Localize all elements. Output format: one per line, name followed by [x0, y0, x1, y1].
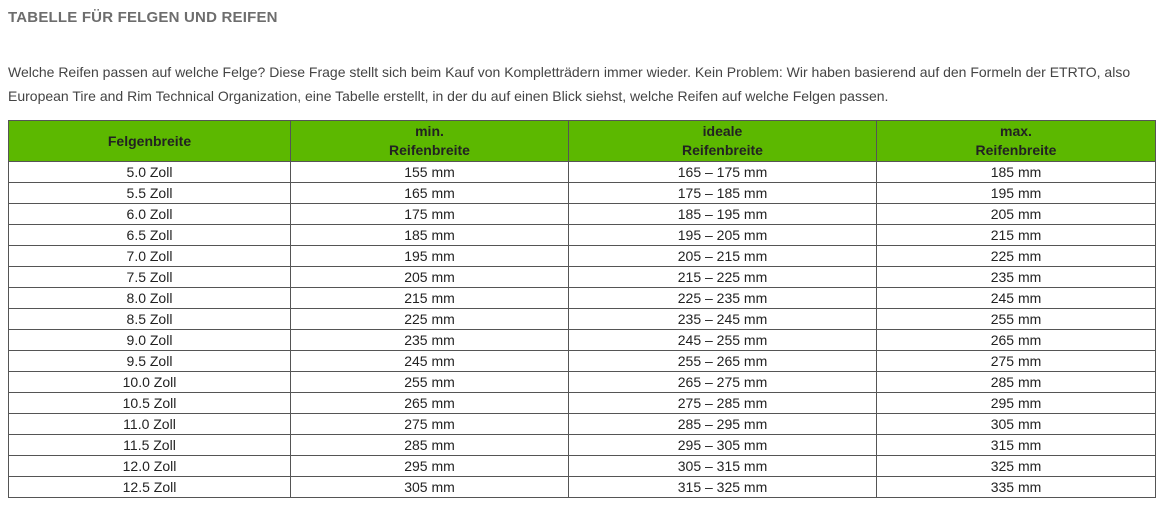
cell-ideal-tire-width: 255 – 265 mm [569, 351, 877, 372]
cell-rim-width: 12.5 Zoll [9, 477, 291, 498]
cell-rim-width: 6.5 Zoll [9, 225, 291, 246]
cell-min-tire-width: 295 mm [291, 456, 569, 477]
table-row [9, 288, 1156, 309]
cell-rim-width: 10.0 Zoll [9, 372, 291, 393]
cell-max-tire-width: 305 mm [877, 414, 1156, 435]
header-ideal-tire-width [569, 121, 877, 162]
cell-max-tire-width: 275 mm [877, 351, 1156, 372]
cell-rim-width: 5.0 Zoll [9, 162, 291, 183]
cell-ideal-tire-width: 305 – 315 mm [569, 456, 877, 477]
header-min-tire-width [291, 121, 569, 162]
cell-rim-width: 8.0 Zoll [9, 288, 291, 309]
cell-max-tire-width: 205 mm [877, 204, 1156, 225]
cell-max-tire-width: 335 mm [877, 477, 1156, 498]
cell-min-tire-width: 255 mm [291, 372, 569, 393]
cell-max-tire-width: 245 mm [877, 288, 1156, 309]
cell-ideal-tire-width: 265 – 275 mm [569, 372, 877, 393]
header-min-line2: Reifenbreite [389, 142, 470, 158]
cell-min-tire-width: 235 mm [291, 330, 569, 351]
cell-ideal-tire-width: 295 – 305 mm [569, 435, 877, 456]
cell-min-tire-width: 165 mm [291, 183, 569, 204]
table-body [9, 162, 1156, 498]
table-row [9, 225, 1156, 246]
cell-max-tire-width: 235 mm [877, 267, 1156, 288]
cell-min-tire-width: 305 mm [291, 477, 569, 498]
table-row [9, 456, 1156, 477]
cell-max-tire-width: 195 mm [877, 183, 1156, 204]
cell-min-tire-width: 285 mm [291, 435, 569, 456]
intro-paragraph: Welche Reifen passen auf welche Felge? Diese Frage stellt sich beim Kauf von Kompletträdern immer wieder. Kein Problem: Wir haben basierend auf den Formeln der ETRTO, also European Tire and Rim Technical Organization, eine Tabelle erstellt, in der du auf einen Blick siehst, welche Reifen auf welche Felgen passen. [8, 64, 1131, 104]
table-row [9, 330, 1156, 351]
cell-ideal-tire-width: 175 – 185 mm [569, 183, 877, 204]
cell-min-tire-width: 245 mm [291, 351, 569, 372]
table-row [9, 246, 1156, 267]
header-rim-width [9, 121, 291, 162]
cell-rim-width: 11.5 Zoll [9, 435, 291, 456]
cell-ideal-tire-width: 245 – 255 mm [569, 330, 877, 351]
header-max-tire-width [877, 121, 1156, 162]
cell-min-tire-width: 175 mm [291, 204, 569, 225]
cell-max-tire-width: 315 mm [877, 435, 1156, 456]
cell-min-tire-width: 185 mm [291, 225, 569, 246]
table-row [9, 183, 1156, 204]
header-rim-width-label: Felgenbreite [107, 132, 192, 149]
cell-rim-width: 7.0 Zoll [9, 246, 291, 267]
cell-min-tire-width: 215 mm [291, 288, 569, 309]
table-row [9, 351, 1156, 372]
cell-ideal-tire-width: 285 – 295 mm [569, 414, 877, 435]
page-title: TABELLE FÜR FELGEN UND REIFEN [8, 9, 278, 26]
cell-min-tire-width: 275 mm [291, 414, 569, 435]
table-row [9, 162, 1156, 183]
cell-min-tire-width: 155 mm [291, 162, 569, 183]
cell-max-tire-width: 325 mm [877, 456, 1156, 477]
cell-ideal-tire-width: 185 – 195 mm [569, 204, 877, 225]
table-row [9, 372, 1156, 393]
cell-max-tire-width: 215 mm [877, 225, 1156, 246]
cell-ideal-tire-width: 235 – 245 mm [569, 309, 877, 330]
cell-min-tire-width: 205 mm [291, 267, 569, 288]
table-row [9, 414, 1156, 435]
table-header-row [9, 121, 1156, 162]
cell-max-tire-width: 265 mm [877, 330, 1156, 351]
cell-ideal-tire-width: 215 – 225 mm [569, 267, 877, 288]
cell-rim-width: 8.5 Zoll [9, 309, 291, 330]
cell-min-tire-width: 195 mm [291, 246, 569, 267]
header-max-line2: Reifenbreite [975, 142, 1057, 158]
cell-ideal-tire-width: 165 – 175 mm [569, 162, 877, 183]
cell-rim-width: 9.0 Zoll [9, 330, 291, 351]
cell-rim-width: 6.0 Zoll [9, 204, 291, 225]
cell-rim-width: 9.5 Zoll [9, 351, 291, 372]
header-min-line1: min. [415, 123, 444, 139]
cell-rim-width: 7.5 Zoll [9, 267, 291, 288]
cell-max-tire-width: 255 mm [877, 309, 1156, 330]
cell-rim-width: 5.5 Zoll [9, 183, 291, 204]
cell-max-tire-width: 295 mm [877, 393, 1156, 414]
cell-ideal-tire-width: 275 – 285 mm [569, 393, 877, 414]
cell-rim-width: 11.0 Zoll [9, 414, 291, 435]
cell-rim-width: 10.5 Zoll [9, 393, 291, 414]
cell-ideal-tire-width: 315 – 325 mm [569, 477, 877, 498]
table-row [9, 435, 1156, 456]
rim-tire-table [8, 120, 1156, 498]
table-row [9, 393, 1156, 414]
cell-rim-width: 12.0 Zoll [9, 456, 291, 477]
header-ideal-line2: Reifenbreite [682, 142, 763, 158]
cell-ideal-tire-width: 225 – 235 mm [569, 288, 877, 309]
table-row [9, 204, 1156, 225]
table-header [9, 121, 1156, 162]
table-row [9, 309, 1156, 330]
cell-max-tire-width: 185 mm [877, 162, 1156, 183]
header-max-line1: max. [1000, 123, 1032, 139]
cell-min-tire-width: 265 mm [291, 393, 569, 414]
cell-max-tire-width: 285 mm [877, 372, 1156, 393]
cell-max-tire-width: 225 mm [877, 246, 1156, 267]
cell-ideal-tire-width: 205 – 215 mm [569, 246, 877, 267]
cell-min-tire-width: 225 mm [291, 309, 569, 330]
header-ideal-line1: ideale [702, 123, 743, 139]
cell-ideal-tire-width: 195 – 205 mm [569, 225, 877, 246]
table-row [9, 477, 1156, 498]
table-row [9, 267, 1156, 288]
